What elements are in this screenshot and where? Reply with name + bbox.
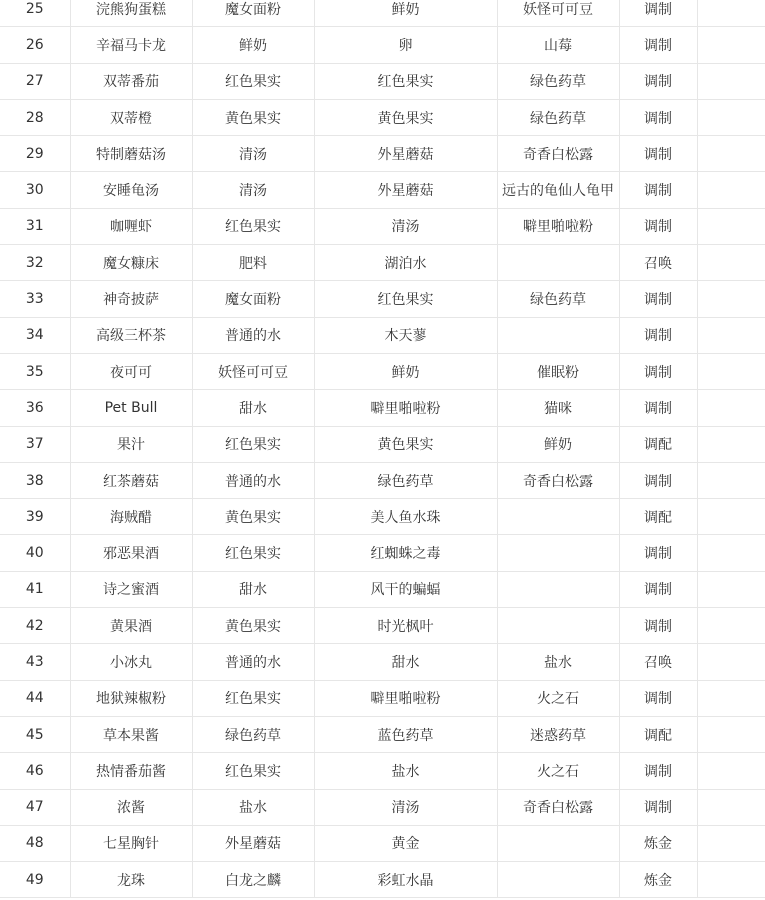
recipe-name-cell: 地狱辣椒粉 bbox=[70, 680, 192, 716]
ingredient-3-cell bbox=[497, 499, 619, 535]
table-row bbox=[0, 753, 765, 789]
row-number-cell: 27 bbox=[0, 63, 70, 99]
recipe-name-cell: 夜可可 bbox=[70, 353, 192, 389]
row-number-cell: 31 bbox=[0, 208, 70, 244]
row-number-cell: 33 bbox=[0, 281, 70, 317]
method-cell: 调制 bbox=[619, 172, 697, 208]
row-number-cell: 46 bbox=[0, 753, 70, 789]
ingredient-2-cell: 甜水 bbox=[314, 644, 497, 680]
ingredient-2-cell: 蓝色药草 bbox=[314, 716, 497, 752]
method-cell: 调制 bbox=[619, 317, 697, 353]
table-row bbox=[0, 172, 765, 208]
empty-cell bbox=[697, 680, 765, 716]
ingredient-1-cell: 魔女面粉 bbox=[192, 281, 314, 317]
recipe-name-cell: 邪恶果酒 bbox=[70, 535, 192, 571]
empty-cell bbox=[697, 753, 765, 789]
method-cell: 调配 bbox=[619, 499, 697, 535]
empty-cell bbox=[697, 644, 765, 680]
row-number-cell: 45 bbox=[0, 716, 70, 752]
empty-cell bbox=[697, 99, 765, 135]
ingredient-1-cell: 普通的水 bbox=[192, 644, 314, 680]
ingredient-3-cell bbox=[497, 535, 619, 571]
ingredient-1-cell: 普通的水 bbox=[192, 462, 314, 498]
ingredient-2-cell: 红色果实 bbox=[314, 281, 497, 317]
recipe-name-cell: 双蒂橙 bbox=[70, 99, 192, 135]
ingredient-1-cell: 魔女面粉 bbox=[192, 0, 314, 27]
table-row bbox=[0, 99, 765, 135]
empty-cell bbox=[697, 825, 765, 861]
ingredient-1-cell: 红色果实 bbox=[192, 63, 314, 99]
ingredient-1-cell: 红色果实 bbox=[192, 753, 314, 789]
recipe-name-cell: 热情番茄酱 bbox=[70, 753, 192, 789]
recipe-name-cell: 红茶蘑菇 bbox=[70, 462, 192, 498]
empty-cell bbox=[697, 716, 765, 752]
recipe-name-cell: 草本果酱 bbox=[70, 716, 192, 752]
ingredient-2-cell: 噼里啪啦粉 bbox=[314, 680, 497, 716]
ingredient-3-cell: 猫咪 bbox=[497, 390, 619, 426]
row-number-cell: 36 bbox=[0, 390, 70, 426]
table-row bbox=[0, 208, 765, 244]
recipe-name-cell: 高级三杯茶 bbox=[70, 317, 192, 353]
empty-cell bbox=[697, 390, 765, 426]
table-row bbox=[0, 862, 765, 898]
row-number-cell: 41 bbox=[0, 571, 70, 607]
ingredient-3-cell bbox=[497, 608, 619, 644]
empty-cell bbox=[697, 353, 765, 389]
empty-cell bbox=[697, 499, 765, 535]
row-number-cell: 47 bbox=[0, 789, 70, 825]
recipe-name-cell: 黄果酒 bbox=[70, 608, 192, 644]
table-row bbox=[0, 680, 765, 716]
recipe-name-cell: 神奇披萨 bbox=[70, 281, 192, 317]
ingredient-3-cell bbox=[497, 245, 619, 281]
empty-cell bbox=[697, 0, 765, 27]
recipe-name-cell: 咖喱虾 bbox=[70, 208, 192, 244]
recipe-name-cell: Pet Bull bbox=[70, 390, 192, 426]
row-number-cell: 43 bbox=[0, 644, 70, 680]
row-number-cell: 44 bbox=[0, 680, 70, 716]
empty-cell bbox=[697, 281, 765, 317]
empty-cell bbox=[697, 245, 765, 281]
ingredient-2-cell: 红蜘蛛之毒 bbox=[314, 535, 497, 571]
ingredient-1-cell: 鲜奶 bbox=[192, 27, 314, 63]
method-cell: 炼金 bbox=[619, 825, 697, 861]
ingredient-2-cell: 红色果实 bbox=[314, 63, 497, 99]
ingredient-3-cell: 绿色药草 bbox=[497, 63, 619, 99]
row-number-cell: 38 bbox=[0, 462, 70, 498]
recipe-name-cell: 辛福马卡龙 bbox=[70, 27, 192, 63]
ingredient-1-cell: 肥料 bbox=[192, 245, 314, 281]
ingredient-3-cell: 奇香白松露 bbox=[497, 462, 619, 498]
table-row bbox=[0, 353, 765, 389]
ingredient-2-cell: 黄金 bbox=[314, 825, 497, 861]
table-row bbox=[0, 462, 765, 498]
table-row bbox=[0, 0, 765, 27]
table-row bbox=[0, 390, 765, 426]
ingredient-1-cell: 黄色果实 bbox=[192, 608, 314, 644]
table-row bbox=[0, 499, 765, 535]
row-number-cell: 40 bbox=[0, 535, 70, 571]
ingredient-2-cell: 时光枫叶 bbox=[314, 608, 497, 644]
table-row bbox=[0, 245, 765, 281]
ingredient-1-cell: 红色果实 bbox=[192, 208, 314, 244]
row-number-cell: 29 bbox=[0, 136, 70, 172]
ingredient-3-cell: 远古的龟仙人龟甲 bbox=[497, 172, 619, 208]
method-cell: 炼金 bbox=[619, 862, 697, 898]
ingredient-2-cell: 湖泊水 bbox=[314, 245, 497, 281]
empty-cell bbox=[697, 571, 765, 607]
empty-cell bbox=[697, 27, 765, 63]
table-row bbox=[0, 644, 765, 680]
row-number-cell: 28 bbox=[0, 99, 70, 135]
ingredient-2-cell: 木天蓼 bbox=[314, 317, 497, 353]
recipe-name-cell: 双蒂番茄 bbox=[70, 63, 192, 99]
row-number-cell: 26 bbox=[0, 27, 70, 63]
empty-cell bbox=[697, 172, 765, 208]
ingredient-1-cell: 清汤 bbox=[192, 136, 314, 172]
table-row bbox=[0, 317, 765, 353]
row-number-cell: 49 bbox=[0, 862, 70, 898]
method-cell: 调制 bbox=[619, 0, 697, 27]
method-cell: 调制 bbox=[619, 136, 697, 172]
row-number-cell: 32 bbox=[0, 245, 70, 281]
ingredient-1-cell: 清汤 bbox=[192, 172, 314, 208]
ingredient-2-cell: 清汤 bbox=[314, 789, 497, 825]
table-row bbox=[0, 716, 765, 752]
method-cell: 调配 bbox=[619, 426, 697, 462]
ingredient-1-cell: 甜水 bbox=[192, 571, 314, 607]
recipe-name-cell: 安睡龟汤 bbox=[70, 172, 192, 208]
empty-cell bbox=[697, 317, 765, 353]
recipe-name-cell: 七星胸针 bbox=[70, 825, 192, 861]
ingredient-3-cell: 鲜奶 bbox=[497, 426, 619, 462]
table-row bbox=[0, 789, 765, 825]
ingredient-3-cell: 迷惑药草 bbox=[497, 716, 619, 752]
empty-cell bbox=[697, 789, 765, 825]
ingredient-3-cell bbox=[497, 825, 619, 861]
method-cell: 调制 bbox=[619, 63, 697, 99]
ingredient-1-cell: 普通的水 bbox=[192, 317, 314, 353]
ingredient-3-cell: 盐水 bbox=[497, 644, 619, 680]
row-number-cell: 34 bbox=[0, 317, 70, 353]
empty-cell bbox=[697, 136, 765, 172]
ingredient-3-cell bbox=[497, 862, 619, 898]
row-number-cell: 35 bbox=[0, 353, 70, 389]
ingredient-3-cell: 绿色药草 bbox=[497, 99, 619, 135]
ingredient-3-cell: 奇香白松露 bbox=[497, 136, 619, 172]
ingredient-1-cell: 妖怪可可豆 bbox=[192, 353, 314, 389]
ingredient-2-cell: 黄色果实 bbox=[314, 99, 497, 135]
method-cell: 调制 bbox=[619, 789, 697, 825]
row-number-cell: 25 bbox=[0, 0, 70, 27]
ingredient-2-cell: 绿色药草 bbox=[314, 462, 497, 498]
recipe-name-cell: 诗之蜜酒 bbox=[70, 571, 192, 607]
recipe-name-cell: 浣熊狗蛋糕 bbox=[70, 0, 192, 27]
ingredient-2-cell: 美人鱼水珠 bbox=[314, 499, 497, 535]
method-cell: 调制 bbox=[619, 680, 697, 716]
table-row bbox=[0, 825, 765, 861]
method-cell: 调制 bbox=[619, 27, 697, 63]
empty-cell bbox=[697, 535, 765, 571]
method-cell: 召唤 bbox=[619, 245, 697, 281]
method-cell: 调制 bbox=[619, 608, 697, 644]
ingredient-2-cell: 噼里啪啦粉 bbox=[314, 390, 497, 426]
method-cell: 调制 bbox=[619, 535, 697, 571]
table-row bbox=[0, 281, 765, 317]
ingredient-1-cell: 红色果实 bbox=[192, 426, 314, 462]
ingredient-3-cell: 奇香白松露 bbox=[497, 789, 619, 825]
method-cell: 调制 bbox=[619, 753, 697, 789]
ingredient-1-cell: 绿色药草 bbox=[192, 716, 314, 752]
method-cell: 调制 bbox=[619, 353, 697, 389]
ingredient-2-cell: 卵 bbox=[314, 27, 497, 63]
ingredient-2-cell: 盐水 bbox=[314, 753, 497, 789]
ingredient-3-cell: 噼里啪啦粉 bbox=[497, 208, 619, 244]
method-cell: 调制 bbox=[619, 390, 697, 426]
empty-cell bbox=[697, 862, 765, 898]
recipe-name-cell: 魔女糠床 bbox=[70, 245, 192, 281]
empty-cell bbox=[697, 426, 765, 462]
ingredient-2-cell: 风干的蝙蝠 bbox=[314, 571, 497, 607]
ingredient-3-cell bbox=[497, 317, 619, 353]
ingredient-3-cell: 火之石 bbox=[497, 680, 619, 716]
ingredient-1-cell: 红色果实 bbox=[192, 680, 314, 716]
method-cell: 调制 bbox=[619, 462, 697, 498]
table-row bbox=[0, 27, 765, 63]
ingredient-2-cell: 黄色果实 bbox=[314, 426, 497, 462]
empty-cell bbox=[697, 462, 765, 498]
method-cell: 调制 bbox=[619, 571, 697, 607]
method-cell: 调制 bbox=[619, 99, 697, 135]
empty-cell bbox=[697, 63, 765, 99]
method-cell: 召唤 bbox=[619, 644, 697, 680]
ingredient-2-cell: 鲜奶 bbox=[314, 353, 497, 389]
ingredient-1-cell: 红色果实 bbox=[192, 535, 314, 571]
ingredient-2-cell: 彩虹水晶 bbox=[314, 862, 497, 898]
ingredient-1-cell: 白龙之麟 bbox=[192, 862, 314, 898]
ingredient-2-cell: 外星蘑菇 bbox=[314, 172, 497, 208]
recipe-name-cell: 小冰丸 bbox=[70, 644, 192, 680]
ingredient-2-cell: 外星蘑菇 bbox=[314, 136, 497, 172]
recipe-name-cell: 龙珠 bbox=[70, 862, 192, 898]
table-row bbox=[0, 426, 765, 462]
ingredient-3-cell: 催眠粉 bbox=[497, 353, 619, 389]
method-cell: 调制 bbox=[619, 208, 697, 244]
row-number-cell: 37 bbox=[0, 426, 70, 462]
row-number-cell: 30 bbox=[0, 172, 70, 208]
table-row bbox=[0, 608, 765, 644]
method-cell: 调配 bbox=[619, 716, 697, 752]
ingredient-3-cell: 绿色药草 bbox=[497, 281, 619, 317]
ingredient-2-cell: 清汤 bbox=[314, 208, 497, 244]
row-number-cell: 39 bbox=[0, 499, 70, 535]
ingredient-3-cell: 妖怪可可豆 bbox=[497, 0, 619, 27]
method-cell: 调制 bbox=[619, 281, 697, 317]
ingredient-1-cell: 黄色果实 bbox=[192, 99, 314, 135]
table-row bbox=[0, 63, 765, 99]
recipe-name-cell: 浓酱 bbox=[70, 789, 192, 825]
empty-cell bbox=[697, 608, 765, 644]
ingredient-3-cell bbox=[497, 571, 619, 607]
recipe-name-cell: 特制蘑菇汤 bbox=[70, 136, 192, 172]
table-row bbox=[0, 136, 765, 172]
ingredient-1-cell: 黄色果实 bbox=[192, 499, 314, 535]
recipe-name-cell: 果汁 bbox=[70, 426, 192, 462]
ingredient-1-cell: 甜水 bbox=[192, 390, 314, 426]
ingredient-3-cell: 火之石 bbox=[497, 753, 619, 789]
row-number-cell: 48 bbox=[0, 825, 70, 861]
ingredient-3-cell: 山莓 bbox=[497, 27, 619, 63]
recipe-name-cell: 海贼醋 bbox=[70, 499, 192, 535]
ingredient-2-cell: 鲜奶 bbox=[314, 0, 497, 27]
ingredient-1-cell: 盐水 bbox=[192, 789, 314, 825]
empty-cell bbox=[697, 208, 765, 244]
row-number-cell: 42 bbox=[0, 608, 70, 644]
table-row bbox=[0, 571, 765, 607]
ingredient-1-cell: 外星蘑菇 bbox=[192, 825, 314, 861]
table-row bbox=[0, 535, 765, 571]
